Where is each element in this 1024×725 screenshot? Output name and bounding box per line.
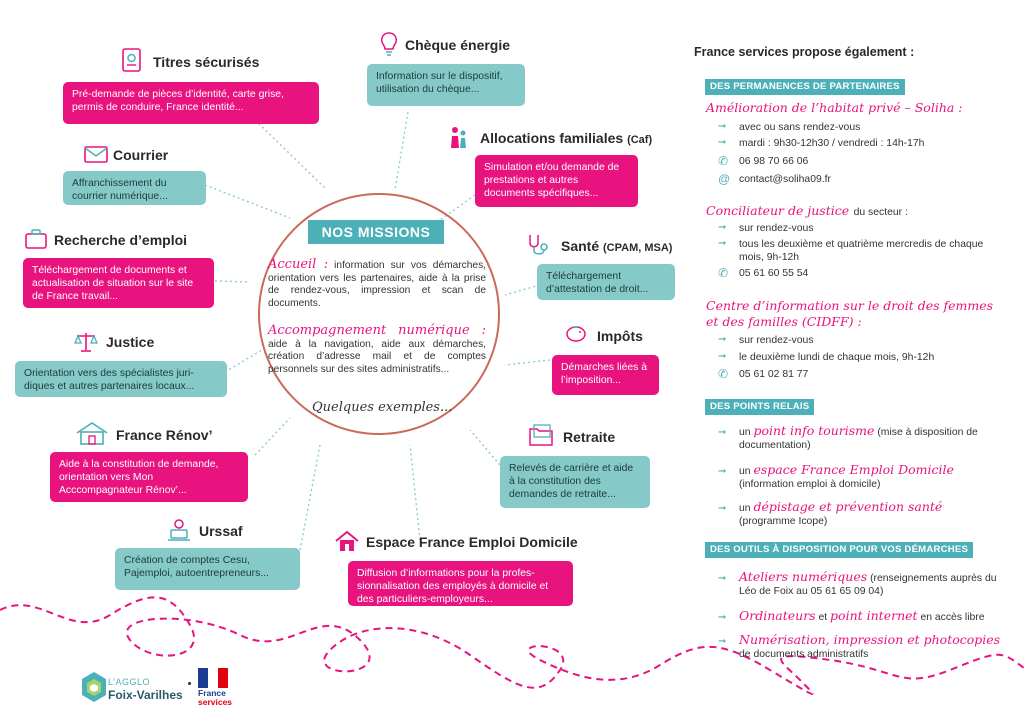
o1-script: Ateliers numériques xyxy=(739,569,868,584)
caf-box: Simulation et/ou demande de prestations et autres documents spécifiques... xyxy=(475,155,638,207)
pr3-script: dépistage et prévention santé xyxy=(753,499,943,514)
retraite-box: Relevés de carrière et aide à la constitution des demandes de retraite... xyxy=(500,456,650,508)
soliha-l2: mardi : 9h30-12h30 / vendredi : 14h-17h xyxy=(739,138,925,149)
pr1-pre: un xyxy=(739,427,751,438)
pr1 xyxy=(739,424,1011,452)
accueil-text xyxy=(268,259,486,310)
caf-title xyxy=(480,130,652,146)
titres-box: Pré-demande de pièces d’identité, carte grise, permis de conduire, France identité... xyxy=(63,82,319,124)
pr2-pre: un xyxy=(739,466,751,477)
o2 xyxy=(739,609,1011,624)
cidff-phone: 05 61 02 81 77 xyxy=(739,369,809,380)
o2-post: en accès libre xyxy=(920,612,985,623)
arrow-icon: ➞ xyxy=(718,573,727,584)
arrow-icon: ➞ xyxy=(718,222,727,233)
outils-header: DES OUTILS À DISPOSITION POUR VOS DÉMARCHES xyxy=(705,542,973,558)
conciliateur-suffix: du secteur : xyxy=(853,207,908,218)
emploi-title: Recherche d’emploi xyxy=(54,232,188,248)
arrow-icon: ➞ xyxy=(718,238,727,249)
o3 xyxy=(739,633,1011,661)
sante-title-main: Santé xyxy=(561,238,600,254)
accueil-label: Accueil : xyxy=(268,257,329,272)
soliha-l1: avec ou sans rendez-vous xyxy=(739,122,861,133)
titres-title: Titres sécurisés xyxy=(153,54,260,70)
conc-l2: tous les deuxième et quatrième mercredis de chaque mois, 9h-12h xyxy=(739,239,984,263)
cheque-box: Information sur le dispositif, utilisation du chèque... xyxy=(367,64,525,106)
arrow-icon: ➞ xyxy=(718,334,727,345)
phone-icon: ✆ xyxy=(718,266,729,280)
fed-box: Diffusion d’informations pour la profes-sionnalisation des employés à domicile et des particuliers-employeurs... xyxy=(348,561,573,606)
conc-l1: sur rendez-vous xyxy=(739,223,814,234)
pr1-script: point info tourisme xyxy=(753,423,875,438)
o1-post: (renseignements auprès du Léo de Foix au 05 61 65 09 04) xyxy=(739,573,997,597)
cidff-title: Centre d’information sur le droit des femmes et des familles (CIDFF) : xyxy=(706,298,994,329)
o3-script: Numérisation, impression et photocopies xyxy=(739,632,1001,647)
soliha-title: Amélioration de l’habitat privé – Soliha : xyxy=(706,100,963,115)
phone-icon: ✆ xyxy=(718,154,729,168)
sante-title xyxy=(561,238,672,254)
home-icon xyxy=(334,529,360,553)
fs-line2: services xyxy=(198,697,233,707)
urssaf-box: Création de comptes Cesu, Pajemploi, autoentrepreneurs... xyxy=(115,548,300,590)
retraite-title: Retraite xyxy=(563,429,616,445)
pr2-script: espace France Emploi Domicile xyxy=(753,462,954,477)
accomp-text xyxy=(268,325,486,376)
missions-badge: NOS MISSIONS xyxy=(308,220,444,244)
lightbulb-icon xyxy=(378,30,400,58)
courrier-box: Affranchissement du courrier numérique... xyxy=(63,171,206,205)
folder-icon xyxy=(527,422,555,448)
arrow-icon: ➞ xyxy=(718,612,727,623)
user-laptop-icon xyxy=(166,517,192,543)
arrow-icon: ➞ xyxy=(718,137,727,148)
sante-box: Téléchargement d’attestation de droit... xyxy=(537,264,675,300)
phone-icon: ✆ xyxy=(718,367,729,381)
o1 xyxy=(739,570,1011,598)
caf-title-small: (Caf) xyxy=(627,134,653,146)
exemples-text: Quelques exemples... xyxy=(312,400,453,415)
soliha-phone: 06 98 70 66 06 xyxy=(739,156,809,167)
pr2-post: (information emploi à domicile) xyxy=(739,479,881,490)
accomp-desc: aide à la navigation, aide aux démarches, création d’adresse mail et de comptes personnels sur des sites administratifs... xyxy=(268,338,486,375)
right-heading: France services propose également : xyxy=(694,45,915,59)
arrow-icon: ➞ xyxy=(718,466,727,477)
family-icon xyxy=(447,124,471,150)
at-icon: @ xyxy=(718,172,731,186)
o3-post: de documents administratifs xyxy=(739,649,869,660)
justice-title: Justice xyxy=(106,334,155,350)
o2-script1: Ordinateurs xyxy=(739,608,816,623)
caf-title-main: Allocations familiales xyxy=(480,130,624,146)
id-document-icon xyxy=(120,47,144,73)
pr3 xyxy=(739,500,1011,528)
renov-box: Aide à la constitution de demande, orientation vers Mon Acccompagnateur Rénov’... xyxy=(50,452,248,502)
fs-line1: France xyxy=(198,688,226,698)
arrow-icon: ➞ xyxy=(718,121,727,132)
arrow-icon: ➞ xyxy=(718,503,727,514)
arrow-icon: ➞ xyxy=(718,636,727,647)
cidff-l2: le deuxième lundi de chaque mois, 9h-12h xyxy=(739,352,935,363)
emploi-box: Téléchargement de documents et actualisation de situation sur le site de France travail... xyxy=(23,258,214,308)
agglo-logo-icon xyxy=(80,670,108,704)
agglo-small: L’AGGLO xyxy=(108,677,151,687)
accomp-label: Accompagnement numérique : xyxy=(268,323,486,338)
soliha-mail: contact@soliha09.fr xyxy=(739,174,831,185)
points-relais-header: DES POINTS RELAIS xyxy=(705,399,814,415)
conciliateur-title: Conciliateur de justice xyxy=(706,203,850,218)
fs-logo-text xyxy=(198,689,232,707)
cheque-title: Chèque énergie xyxy=(405,37,511,53)
conc-phone: 05 61 60 55 54 xyxy=(739,268,809,279)
o2-script2: point internet xyxy=(830,608,918,623)
impots-box: Démarches liées à l’imposition... xyxy=(552,355,659,395)
accueil-desc: information sur vos démarches, orientation vers les partenaires, aide à la prise de rendez-vous, impression et scan de documents. xyxy=(268,260,487,309)
pr3-pre: un xyxy=(739,503,751,514)
marianne-flag-icon xyxy=(198,668,228,688)
mail-icon xyxy=(83,143,109,165)
arrow-icon: ➞ xyxy=(718,351,727,362)
pr2 xyxy=(739,463,1011,491)
impots-title: Impôts xyxy=(597,328,643,344)
agglo-name: Foix-Varilhes xyxy=(108,688,183,702)
o2-mid: et xyxy=(818,612,828,623)
pr3-post: (programme Icope) xyxy=(739,516,828,527)
permanences-header: DES PERMANENCES DE PARTENAIRES xyxy=(705,79,905,95)
urssaf-title: Urssaf xyxy=(199,523,243,539)
scales-icon xyxy=(73,330,99,354)
briefcase-icon xyxy=(23,226,49,252)
logo-separator xyxy=(188,682,191,685)
house-renovation-icon xyxy=(74,420,110,446)
arrow-icon: ➞ xyxy=(718,427,727,438)
cidff-l1: sur rendez-vous xyxy=(739,335,814,346)
conciliateur-line xyxy=(706,202,908,220)
stethoscope-icon xyxy=(525,232,551,258)
courrier-title: Courrier xyxy=(113,147,169,163)
fed-title: Espace France Emploi Domicile xyxy=(366,534,578,550)
piggy-bank-icon xyxy=(563,322,589,344)
pr1-post: (mise à disposition de documentation) xyxy=(739,427,978,451)
justice-box: Orientation vers des spécialistes juri-diques et autres partenaires locaux... xyxy=(15,361,227,397)
renov-title: France Rénov’ xyxy=(116,427,213,443)
sante-title-small: (CPAM, MSA) xyxy=(603,242,673,254)
